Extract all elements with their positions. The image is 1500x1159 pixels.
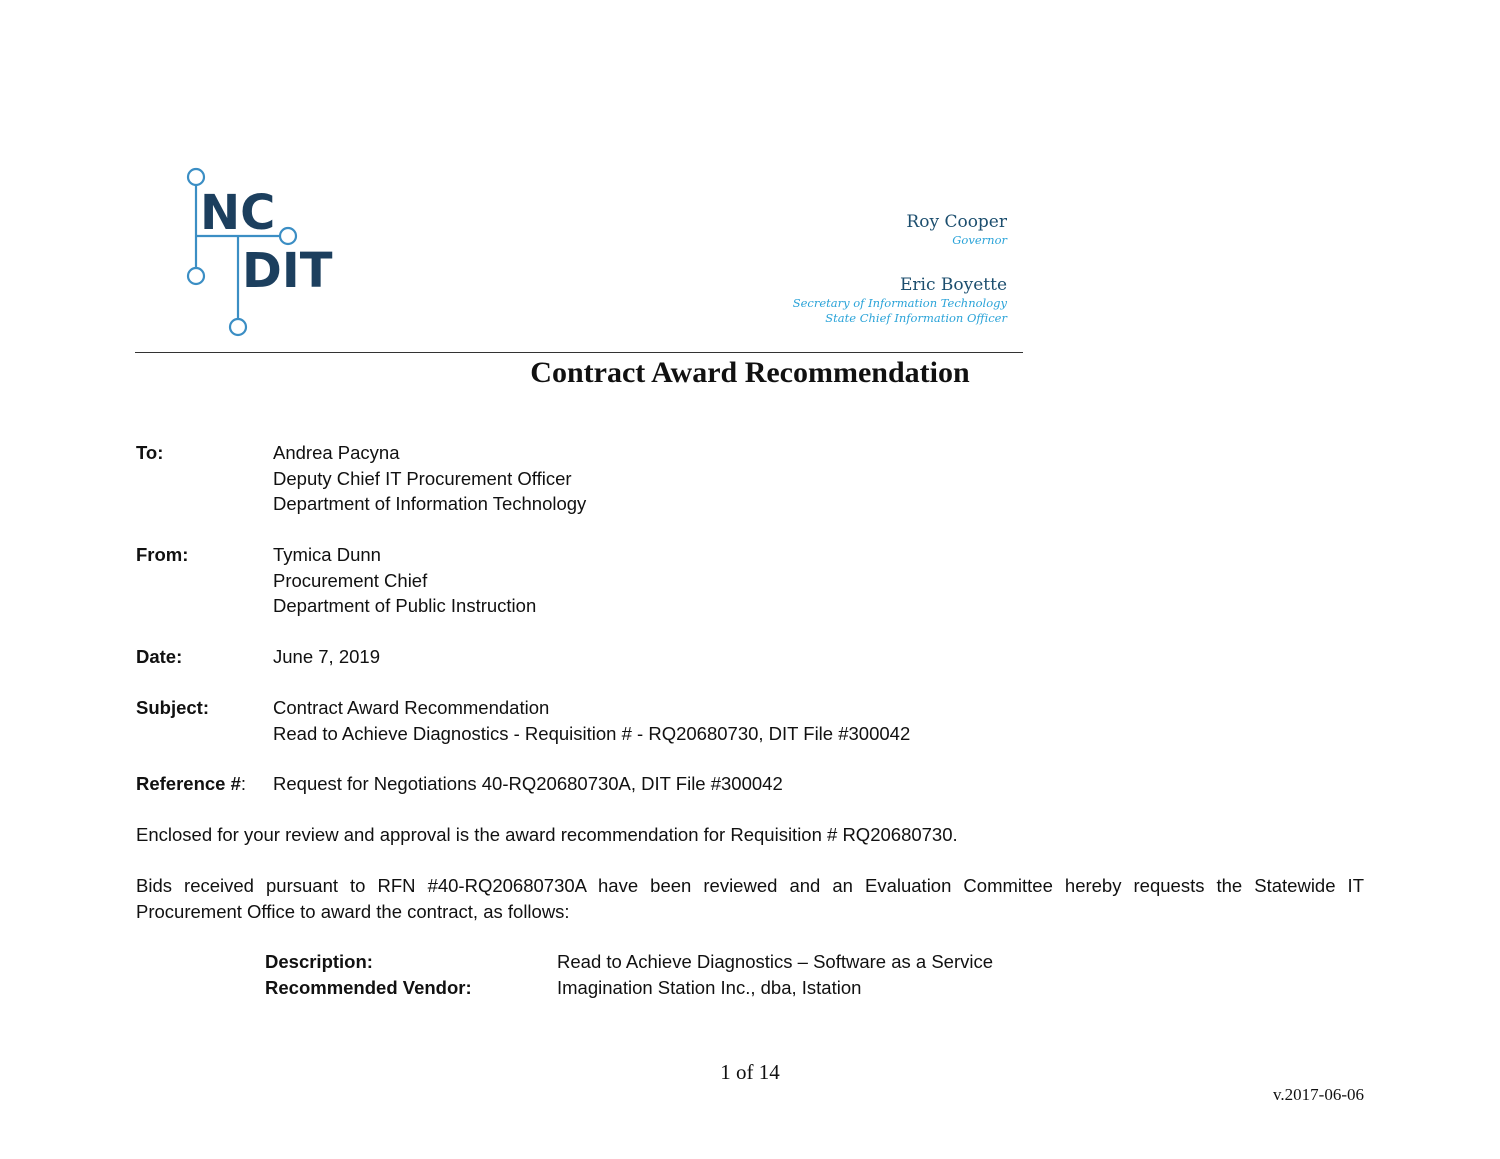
- award-row-description: [265, 949, 1165, 975]
- to-field: [136, 440, 1366, 520]
- ncdit-logo: [183, 166, 335, 342]
- page-number: 1 of 14: [720, 1060, 780, 1084]
- logo-text-nc: NC: [200, 185, 276, 241]
- body-paragraph-2-line-1: Bids received pursuant to RFN #40-RQ20680730A have been reviewed and an Evaluation Committee hereby requests the Statewide IT: [136, 875, 1364, 896]
- reference-field: [136, 771, 1366, 799]
- from-values: [273, 542, 536, 619]
- award-details: [265, 949, 1165, 1000]
- subject-line-1: Contract Award Recommendation: [273, 697, 550, 718]
- secretary-title-2: State Chief Information Officer: [825, 311, 1007, 325]
- secretary-name: Eric Boyette: [899, 275, 1007, 295]
- document-title: Contract Award Recommendation: [530, 356, 970, 389]
- vendor-label: Recommended Vendor:: [265, 976, 472, 998]
- reference-label-text: Reference #: [136, 773, 241, 794]
- from-field: [136, 542, 1366, 622]
- body-paragraph-2: [136, 873, 1364, 924]
- from-line-title: Procurement Chief: [273, 569, 428, 591]
- to-values: [273, 440, 586, 517]
- subject-values: [273, 695, 910, 746]
- body-paragraph-1: Enclosed for your review and approval is the award recommendation for Requisition # RQ20680730.: [136, 824, 958, 845]
- vendor-value: Imagination Station Inc., dba, Istation: [557, 976, 862, 998]
- to-line-title: Deputy Chief IT Procurement Officer: [273, 467, 572, 489]
- header-divider: [135, 352, 1023, 353]
- logo-text-dit: DIT: [242, 243, 333, 299]
- from-line-name: Tymica Dunn: [273, 544, 381, 565]
- award-row-vendor: [265, 975, 1165, 1001]
- node-circle-left: [188, 268, 204, 284]
- date-label: Date:: [136, 646, 183, 667]
- reference-label-colon: :: [240, 773, 247, 794]
- date-field: [136, 644, 1366, 672]
- secretary-title-1: Secretary of Information Technology: [792, 296, 1007, 310]
- to-label: To:: [136, 442, 164, 463]
- node-circle-bottom: [230, 319, 246, 335]
- reference-value: Request for Negotiations 40-RQ20680730A, DIT File #300042: [273, 773, 783, 794]
- governor-name: Roy Cooper: [906, 212, 1007, 232]
- subject-field: [136, 695, 1366, 749]
- governor-title: Governor: [952, 233, 1007, 247]
- node-circle-top: [188, 169, 204, 185]
- subject-label: Subject:: [136, 697, 209, 718]
- body-paragraph-2-line-2: Procurement Office to award the contract, as follows:: [136, 900, 570, 922]
- description-label: Description:: [265, 951, 373, 972]
- from-line-department: Department of Public Instruction: [273, 595, 537, 616]
- date-value: June 7, 2019: [273, 646, 380, 667]
- to-line-department: Department of Information Technology: [273, 493, 587, 514]
- reference-label: [136, 771, 246, 797]
- to-line-name: Andrea Pacyna: [273, 442, 400, 463]
- letterhead-officials: [793, 211, 1007, 326]
- node-circle-right: [280, 228, 296, 244]
- description-value: Read to Achieve Diagnostics – Software as a Service: [557, 951, 994, 972]
- from-label: From:: [136, 544, 189, 565]
- subject-line-2: Read to Achieve Diagnostics - Requisition # - RQ20680730, DIT File #300042: [273, 722, 911, 744]
- version-stamp: v.2017-06-06: [1273, 1085, 1364, 1104]
